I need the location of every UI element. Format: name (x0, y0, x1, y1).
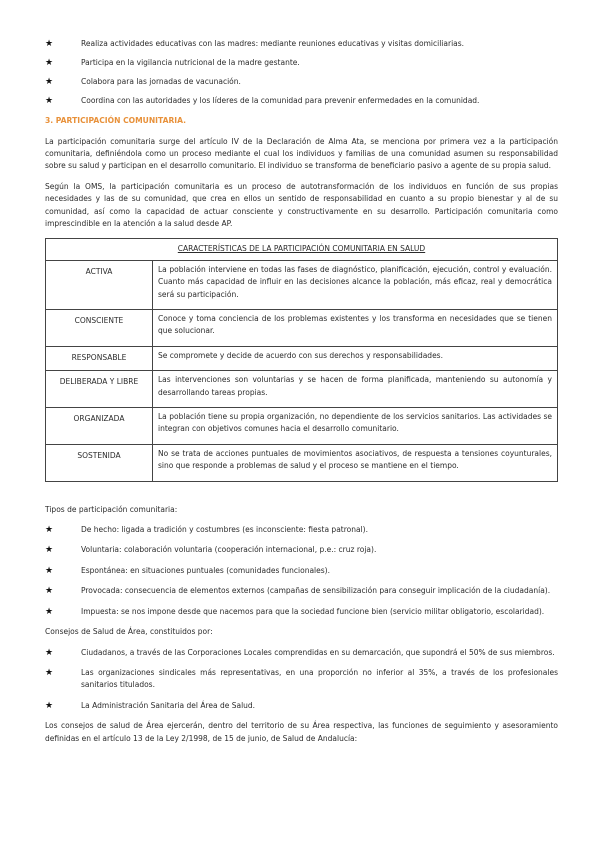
list-item-text: Las organizaciones sindicales más representativas, en una proporción no inferior al 35%, a través de los profesionales sanitarios titulados. (81, 667, 558, 690)
list-item (45, 76, 558, 88)
table-term: RESPONSABLE (46, 346, 153, 370)
list-item-text: Participa en la vigilancia nutricional de la madre gestante. (81, 57, 300, 67)
table-desc: Las intervenciones son voluntarias y se hacen de forma planificada, manteniendo su autonomía y desarrollando tareas propias. (153, 371, 558, 408)
list-item-text: Colabora para las jornadas de vacunación. (81, 76, 241, 86)
section-heading: 3. PARTICIPACIÓN COMUNITARIA. (45, 116, 187, 126)
star-bullet-icon: ★ (45, 586, 54, 597)
list-item (45, 565, 558, 577)
star-bullet-icon: ★ (45, 95, 54, 106)
list-item (45, 667, 558, 692)
paragraph-oms: Según la OMS, la participación comunitaria es un proceso de autotransformación de los individuos en función de sus propias necesidades y las de su comunidad, que crea en ellos un sentido de responsabilidad en cuanto a su propio bienestar y al de su comunidad, así como la capacidad de actuar consciente y constructivamente en su desarrollo. Participación comunitaria como imprescindible en la atención a la salud desde AP. (45, 181, 558, 228)
list-item-text: Realiza actividades educativas con las madres: mediante reuniones educativas y visitas domiciliarias. (81, 39, 465, 48)
table-title: CARACTERÍSTICAS DE LA PARTICIPACIÓN COMUNITARIA EN SALUD (46, 239, 558, 260)
paragraph-alma-ata: La participación comunitaria surge del artículo IV de la Declaración de Alma Ata, se menciona por primera vez a la participación comunitaria, definiéndola como un proceso mediante el cual los individuos y familias de una comunidad asumen su responsabilidad sobre su salud y participan en el desarrollo comunitario. El individuo se transforma de beneficiario pasivo a agente de su propia salud. (45, 136, 558, 171)
list-item-text: De hecho: ligada a tradición y costumbres (es inconsciente: fiesta patronal). (81, 525, 368, 535)
list-item (45, 544, 558, 556)
list-item (45, 647, 558, 659)
characteristics-table (45, 238, 558, 481)
list-item (45, 38, 558, 50)
list-item (45, 585, 558, 597)
list-item-text: Voluntaria: colaboración voluntaria (cooperación internacional, p.e.: cruz roja). (81, 545, 377, 555)
table-row (46, 444, 558, 481)
types-intro: Tipos de participación comunitaria: (45, 504, 178, 514)
table-term: ORGANIZADA (46, 408, 153, 445)
star-bullet-icon: ★ (45, 647, 54, 658)
list-item (45, 606, 558, 618)
star-bullet-icon: ★ (45, 667, 54, 678)
table-term: DELIBERADA Y LIBRE (46, 371, 153, 408)
table-row (46, 310, 558, 347)
table-row (46, 371, 558, 408)
star-bullet-icon: ★ (45, 57, 54, 68)
councils-list (45, 647, 558, 713)
activities-list (45, 38, 558, 107)
types-list (45, 524, 558, 618)
table-desc: La población tiene su propia organización, no dependiente de los servicios sanitarios. Las actividades se integran con objetivos comunes hacia el desarrollo comunitario. (153, 408, 558, 445)
list-item-text: Espontánea: en situaciones puntuales (comunidades funcionales). (81, 565, 330, 575)
star-bullet-icon: ★ (45, 606, 54, 617)
list-item-text: Ciudadanos, a través de las Corporaciones Locales comprendidas en su demarcación, que supondrá el 50% de sus miembros. (81, 647, 555, 657)
closing-paragraph: Los consejos de salud de Área ejercerán, dentro del territorio de su Área respectiva, las funciones de seguimiento y asesoramiento definidas en el artículo 13 de la Ley 2/1998, de 15 de junio, de Salud de Andalucía: (45, 721, 558, 743)
table-desc: No se trata de acciones puntuales de movimientos asociativos, de respuesta a tensiones coyunturales, sino que responde a problemas de salud y el proceso se mantiene en el tiempo. (153, 444, 558, 481)
table-row (46, 260, 558, 309)
list-item-text: La Administración Sanitaria del Área de Salud. (81, 700, 256, 710)
table-header-row (46, 239, 558, 260)
star-bullet-icon: ★ (45, 76, 54, 87)
table-row (46, 346, 558, 370)
table-desc: Se compromete y decide de acuerdo con sus derechos y responsabilidades. (153, 346, 558, 370)
table-row (46, 408, 558, 445)
list-item (45, 524, 558, 536)
document-page (45, 38, 558, 753)
table-term: SOSTENIDA (46, 444, 153, 481)
star-bullet-icon: ★ (45, 525, 54, 536)
list-item-text: Impuesta: se nos impone desde que nacemos para que la sociedad funcione bien (servicio militar obligatorio, escolaridad). (81, 606, 545, 616)
table-desc: La población interviene en todas las fases de diagnóstico, planificación, ejecución, control y evaluación. Cuanto más capacidad de influir en las decisiones alcance la población, más eficaz, real y democrática será su participación. (153, 260, 558, 309)
list-item (45, 95, 558, 107)
star-bullet-icon: ★ (45, 565, 54, 576)
table-term: ACTIVA (46, 260, 153, 309)
star-bullet-icon: ★ (45, 700, 54, 711)
table-term: CONSCIENTE (46, 310, 153, 347)
list-item-text: Coordina con las autoridades y los líderes de la comunidad para prevenir enfermedades en la comunidad. (81, 95, 480, 105)
table-desc: Conoce y toma conciencia de los problemas existentes y los transforma en necesidades que se tienen que solucionar. (153, 310, 558, 347)
star-bullet-icon: ★ (45, 545, 54, 556)
list-item (45, 57, 558, 69)
councils-intro: Consejos de Salud de Área, constituidos por: (45, 627, 213, 637)
list-item-text: Provocada: consecuencia de elementos externos (campañas de sensibilización para conseguir implicación de la ciudadanía). (81, 586, 551, 596)
list-item (45, 700, 558, 712)
star-bullet-icon: ★ (45, 39, 54, 49)
